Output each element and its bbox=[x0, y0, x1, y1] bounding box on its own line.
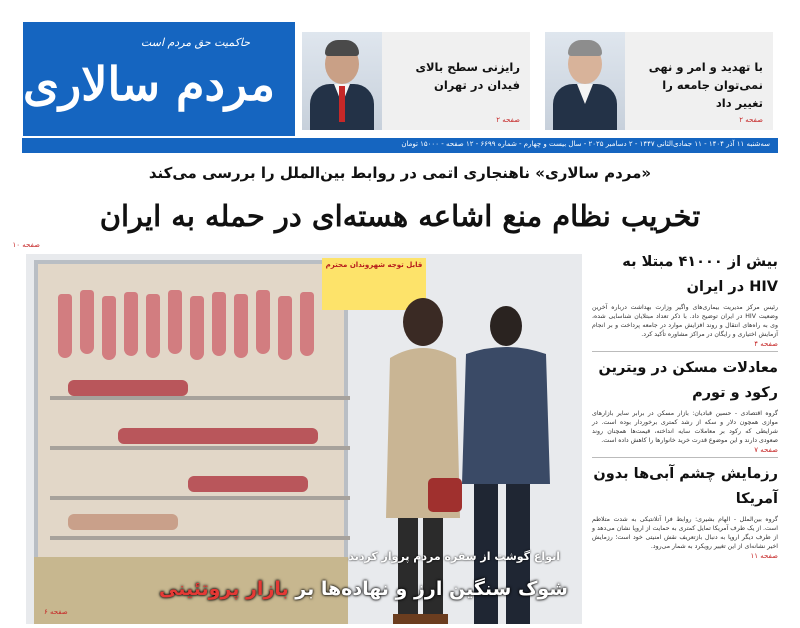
subhead-accent: بازار پروتئینی bbox=[158, 578, 289, 600]
teaser-photo-fidan bbox=[302, 32, 382, 130]
main-photo-butcher-shop[interactable] bbox=[26, 254, 582, 624]
divider bbox=[592, 351, 778, 352]
man-shopper bbox=[446, 304, 556, 624]
teaser-page-ref: صفحه ۲ bbox=[739, 116, 763, 124]
story-title: بیش از ۴۱۰۰۰ مبتلا به HIV در ایران bbox=[622, 254, 778, 295]
story-drill[interactable] bbox=[592, 462, 778, 560]
side-column bbox=[592, 250, 778, 560]
story-page-ref: صفحه ۱۱ bbox=[750, 552, 778, 560]
subhead-page-ref: صفحه ۶ bbox=[44, 608, 68, 616]
kicker-headline[interactable]: «مردم سالاری» ناهنجاری اتمی در روابط بین‌الملل را بررسی می‌کند bbox=[148, 164, 652, 182]
teaser-photo-president bbox=[545, 32, 625, 130]
divider bbox=[592, 457, 778, 458]
story-housing[interactable] bbox=[592, 356, 778, 458]
meat-display-cabinet bbox=[34, 260, 348, 564]
notice-title: قابل توجه شهروندان محترم bbox=[325, 261, 423, 269]
issue-date-bar bbox=[22, 138, 778, 153]
masthead-logo: مردم سالاری bbox=[22, 57, 275, 111]
story-page-ref: صفحه ۴ bbox=[754, 340, 778, 348]
teaser-headline: با تهدید و امر و نهی نمی‌توان جامعه را تغییر داد bbox=[648, 60, 763, 110]
headline-page-ref: صفحه ۱۰ bbox=[12, 241, 40, 249]
teaser-headline: رایزنی سطح بالای فیدان در تهران bbox=[415, 60, 520, 92]
story-body: رئیس مرکز مدیریت بیماری‌های واگیر وزارت بهداشت درباره آخرین وضعیت HIV در ایران توضیح داد. با ذکر تعداد مبتلایان شناسایی شده، وی به راه‌های انتقال و روند افزایش موارد در جامعه پرداخت و بر انجام آزمایش اختیاری و رایگان در مراکز مشاوره تأکید کرد. bbox=[592, 304, 778, 338]
subhead-main: شوک سنگین ارز و نهاده‌ها بر bbox=[295, 578, 568, 600]
teaser-fidan[interactable] bbox=[302, 32, 530, 130]
story-title: معادلات مسکن در ویترین رکود و تورم bbox=[598, 360, 778, 401]
masthead bbox=[23, 22, 295, 136]
story-body: گروه بین‌الملل - الهام بشیری: روابط فرا آتلانتیکی به شدت متلاطم است. از یک طرف آمریکا تمایل کمتری به حمایت از اروپا نشان می‌دهد و از طرف دیگر اروپا به دنبال بازتعریف نقش امنیتی خود است؛ رزمایش اخیر نشانه‌ای از این تغییر رویکرد به شمار می‌رود. bbox=[592, 516, 778, 550]
story-title: رزمایش چشم آبی‌ها بدون آمریکا bbox=[593, 466, 778, 507]
photo-caption: انواع گوشت از سفره مردم پرواز کردند bbox=[348, 550, 560, 563]
story-body: گروه اقتصادی - حسین قبادیان: بازار مسکن در برابر سایر بازارهای موازی همچون دلار و سکه از رشد کمتری برخوردار بوده است. در شرایطی که رکود بر معاملات سایه انداخته، قیمت‌ها همچنان روند صعودی دارند و این موضوع قدرت خرید خانوارها را کاهش داده است. bbox=[592, 410, 778, 444]
masthead-tagline: حاکمیت حق مردم است bbox=[140, 36, 250, 49]
photo-subhead[interactable] bbox=[159, 578, 568, 600]
teaser-president[interactable] bbox=[545, 32, 773, 130]
teaser-page-ref: صفحه ۲ bbox=[496, 116, 520, 124]
issue-info: سه‌شنبه ۱۱ آذر ۱۴۰۴ - ۱۱ جمادی‌الثانی ۱۴۴۷ - ۲ دسامبر ۲۰۲۵ - سال بیست و چهارم - شماره ۶۶۹۹ - ۱۲ صفحه - ۱۵۰۰۰ تومان bbox=[401, 140, 770, 148]
main-headline[interactable]: تخریب نظام منع اشاعه هسته‌ای در حمله به ایران bbox=[99, 199, 701, 233]
story-hiv[interactable] bbox=[592, 250, 778, 352]
story-page-ref: صفحه ۷ bbox=[754, 446, 778, 454]
